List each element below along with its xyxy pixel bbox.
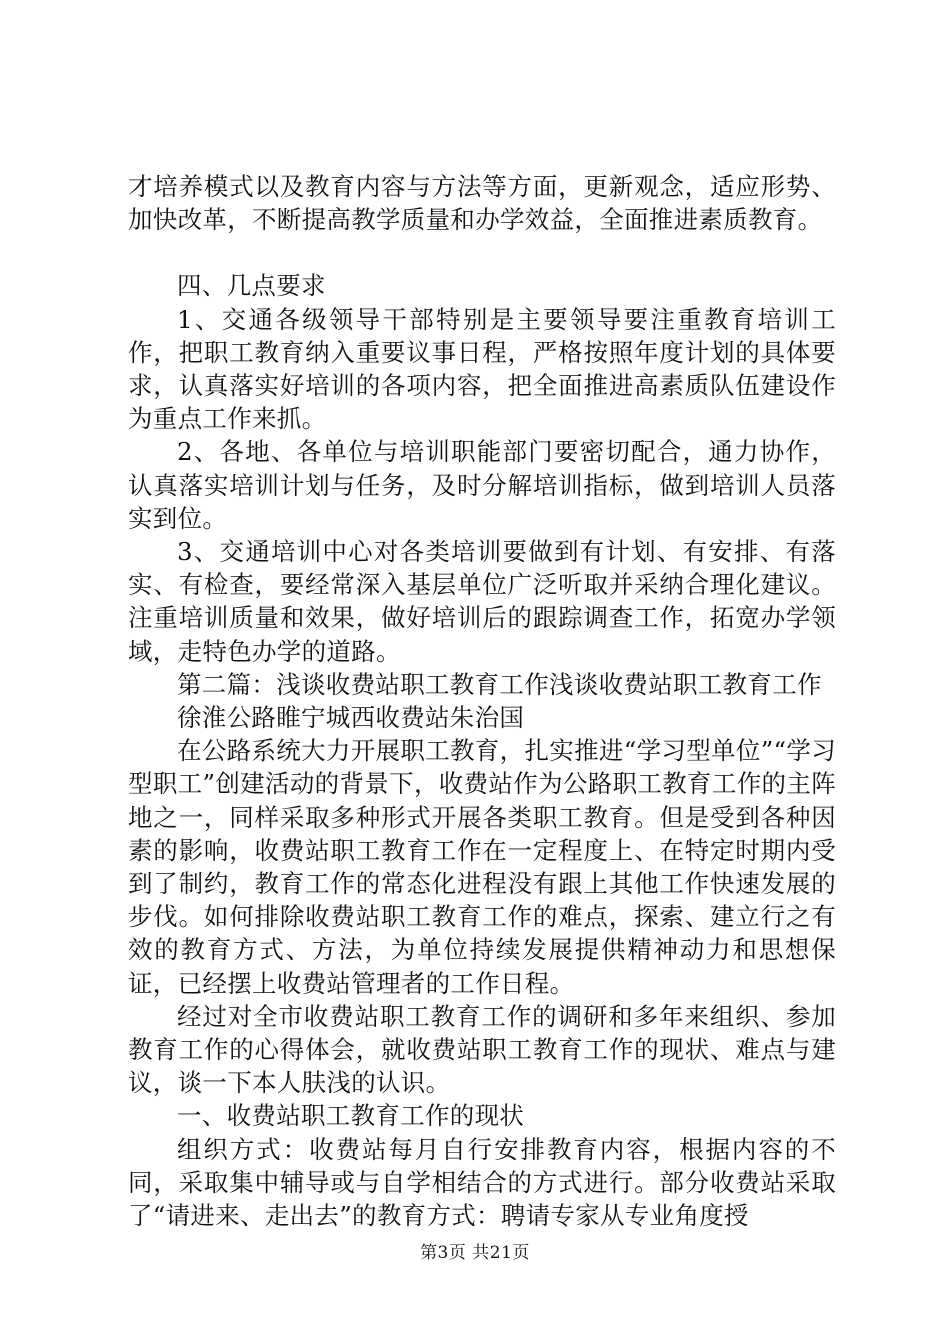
paragraph-intro: 经过对全市收费站职工教育工作的调研和多年来组织、参加教育工作的心得体会，就收费站职工教育工作的现状、难点与建议，谈一下本人肤浅的认识。 (128, 1001, 836, 1098)
paragraph-requirement-2: 2、各地、各单位与培训职能部门要密切配合，通力协作，认真落实培训计划与任务，及时分解培训指标，做到培训人员落实到位。 (128, 437, 836, 533)
paragraph-continuation: 才培养模式以及教育内容与方法等方面，更新观念，适应形势、加快改革，不断提高教学质量和办学效益，全面推进素质教育。 (128, 172, 836, 235)
paragraph-requirement-1: 1、交通各级领导干部特别是主要领导要注重教育培训工作，把职工教育纳入重要议事日程，严格按照年度计划的具体要求，认真落实好培训的各项内容，把全面推进高素质队伍建设作为重点工作来抓。 (128, 304, 836, 434)
section-heading-requirements: 四、几点要求 (177, 271, 326, 301)
paragraph-requirement-3: 3、交通培训中心对各类培训要做到有计划、有安排、有落实、有检查，要经常深入基层单位广泛听取并采纳合理化建议。注重培训质量和效果，做好培训后的跟踪调查工作，拓宽办学领域，走特色办学的道路。 (128, 537, 836, 666)
chapter-title: 第二篇：浅谈收费站职工教育工作浅谈收费站职工教育工作 (177, 669, 822, 699)
page-number-footer: 第3页 共21页 (420, 1243, 530, 1263)
author-line: 徐淮公路睢宁城西收费站朱治国 (177, 703, 525, 733)
paragraph-background: 在公路系统大力开展职工教育，扎实推进“学习型单位”“学习型职工”创建活动的背景下，收费站作为公路职工教育工作的主阵地之一，同样采取多种形式开展各类职工教育。但是受到各种因素的影响，收费站职工教育工作在一定程度上、在特定时期内受到了制约，教育工作的常态化进程没有跟上其他工作快速发展的步伐。如何排除收费站职工教育工作的难点，探索、建立行之有效的教育方式、方法，为单位持续发展提供精神动力和思想保证，已经摆上收费站管理者的工作日程。 (128, 736, 836, 998)
section-heading-status: 一、收费站职工教育工作的现状 (177, 1101, 525, 1131)
document-body (128, 170, 836, 1232)
paragraph-organization: 组织方式：收费站每月自行安排教育内容，根据内容的不同，采取集中辅导或与自学相结合的方式进行。部分收费站采取了“请进来、走出去”的教育方式：聘请专家从专业角度授 (128, 1134, 836, 1231)
